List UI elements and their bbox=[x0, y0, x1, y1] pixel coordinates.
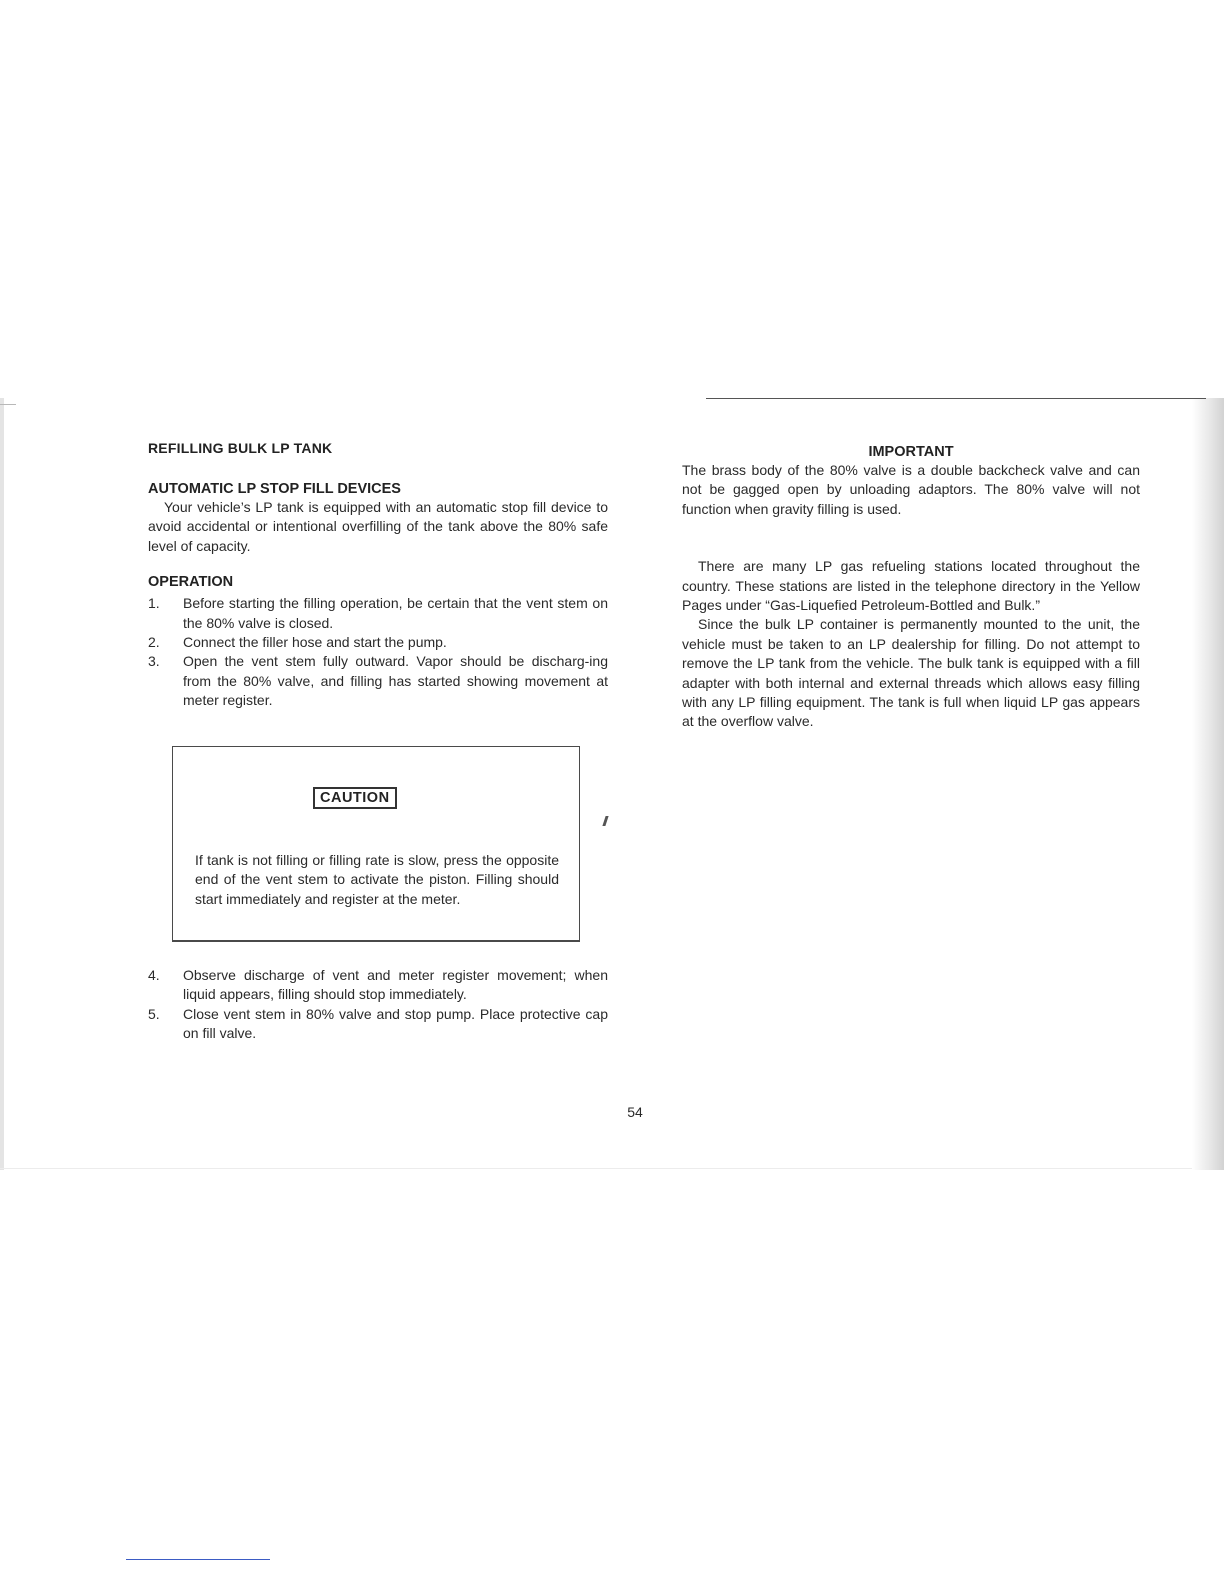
auto-stop-fill-text: Your vehicle’s LP tank is equipped with an automatic stop fill device to avoid accidental or intentional overfilling of the tank above the 80% safe level of capacity. bbox=[148, 499, 608, 554]
refueling-stations-text: There are many LP gas refueling stations located throughout the country. These stations are listed in the telephone directory in the Yellow Pages under “Gas-Liquefied Petroleum-Bottled and Bulk.” bbox=[682, 558, 1140, 614]
steps-list-second bbox=[148, 966, 608, 1044]
auto-stop-fill-heading: AUTOMATIC LP STOP FILL DEVICES bbox=[148, 481, 401, 497]
list-item bbox=[148, 652, 608, 710]
dealership-filling-text: Since the bulk LP container is permanently mounted to the unit, the vehicle must be taken to an LP dealership for filling. Do not attempt to remove the LP tank from the vehicle. The bulk tank is equipped with a fill adapter with both internal and external threads which allows easy filling with any LP filling equipment. The tank is full when liquid LP gas appears at the overflow valve. bbox=[682, 616, 1140, 730]
list-item bbox=[148, 1005, 608, 1044]
step-number: 1. bbox=[148, 595, 160, 612]
step-text: Close vent stem in 80% valve and stop pump. Place protective cap on fill valve. bbox=[183, 1005, 608, 1042]
step-number: 2. bbox=[148, 634, 160, 651]
important-heading: IMPORTANT bbox=[868, 444, 954, 460]
step-text: Open the vent stem fully outward. Vapor should be discharg-ing from the 80% valve, and filling has started showing movement at meter register. bbox=[183, 653, 608, 709]
caution-box bbox=[172, 746, 580, 942]
left-column bbox=[148, 440, 608, 711]
important-text: The brass body of the 80% valve is a double backcheck valve and can not be gagged open by unloading adaptors. The 80% valve will not function when gravity filling is used. bbox=[682, 462, 1140, 517]
stray-pen-mark bbox=[602, 816, 608, 826]
list-item bbox=[148, 633, 608, 652]
step-number: 3. bbox=[148, 653, 160, 670]
page-number: 54 bbox=[627, 1104, 643, 1120]
list-item bbox=[148, 966, 608, 1005]
step-text: Connect the filler hose and start the pump. bbox=[183, 634, 447, 651]
steps-list-first bbox=[148, 594, 608, 710]
scan-edge-bottom bbox=[0, 1168, 1224, 1169]
caution-label: CAUTION bbox=[313, 787, 397, 809]
caution-text: If tank is not filling or filling rate is slow, press the opposite end of the vent stem to activate the piston. Filling should start immediately and register at the meter. bbox=[195, 852, 559, 907]
top-rule bbox=[706, 398, 1206, 399]
steps-continued bbox=[148, 966, 608, 1044]
scan-edge-left bbox=[0, 398, 4, 1170]
right-column bbox=[682, 444, 1140, 732]
step-number: 5. bbox=[148, 1005, 160, 1022]
step-text: Before starting the filling operation, be certain that the vent stem on the 80% valve is closed. bbox=[183, 595, 608, 631]
step-text: Observe discharge of vent and meter register movement; when liquid appears, filling should stop immediately. bbox=[183, 967, 608, 1003]
list-item bbox=[148, 594, 608, 633]
step-number: 4. bbox=[148, 967, 160, 983]
scan-edge-right bbox=[1192, 398, 1224, 1170]
bottom-rule bbox=[126, 1559, 270, 1560]
operation-heading: OPERATION bbox=[148, 574, 234, 591]
section-heading: REFILLING BULK LP TANK bbox=[148, 440, 333, 456]
scan-edge-mark bbox=[0, 404, 16, 405]
